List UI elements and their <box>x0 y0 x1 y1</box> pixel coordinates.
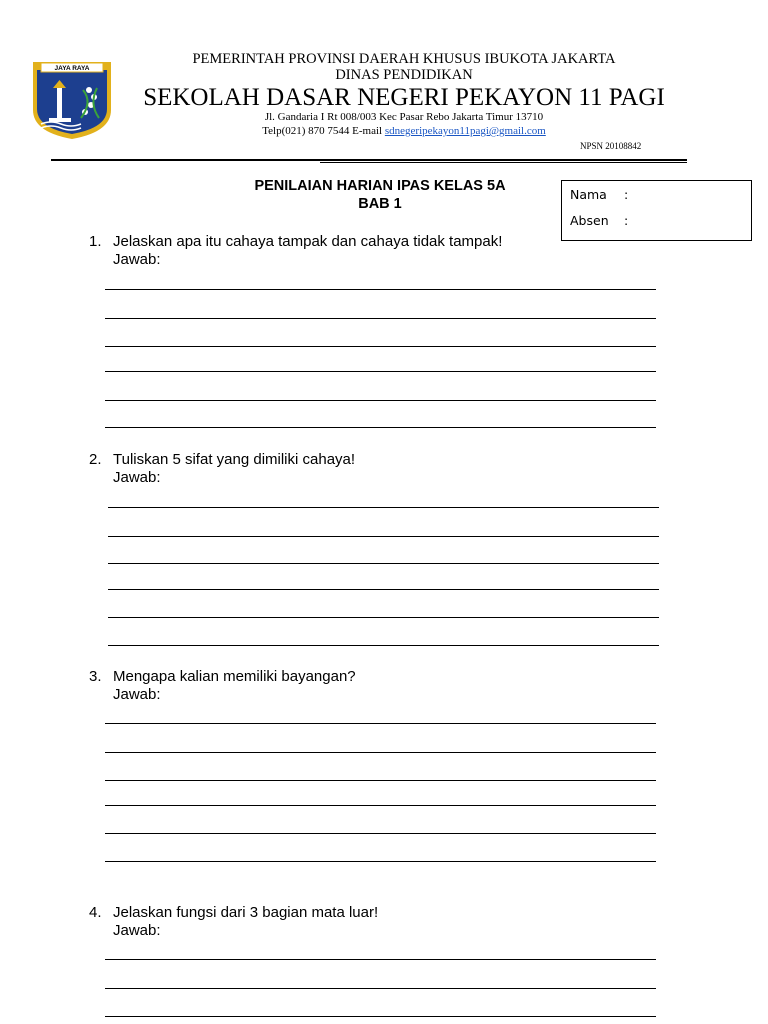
contact-line <box>20 125 768 137</box>
answer-line[interactable] <box>105 959 656 960</box>
question-number: 1. <box>89 233 102 250</box>
answer-line[interactable] <box>108 563 659 564</box>
question-number: 4. <box>89 904 102 921</box>
answer-line[interactable] <box>105 371 656 372</box>
question-number: 2. <box>89 451 102 468</box>
page-subtitle: BAB 1 <box>358 196 402 212</box>
header-divider <box>51 159 687 161</box>
question-text: Jelaskan apa itu cahaya tampak dan cahaya tidak tampak! <box>113 233 503 250</box>
phone-text: Telp(021) 870 7544 E-mail <box>262 125 385 137</box>
svg-text:JAYA RAYA: JAYA RAYA <box>54 65 90 72</box>
name-label: Nama <box>570 187 607 202</box>
answer-line[interactable] <box>105 723 656 724</box>
name-field[interactable] <box>570 187 629 202</box>
answer-line[interactable] <box>105 1016 656 1017</box>
answer-label: Jawab: <box>113 922 161 939</box>
question-text: Mengapa kalian memiliki bayangan? <box>113 668 356 685</box>
answer-line[interactable] <box>108 536 659 537</box>
answer-line[interactable] <box>108 645 659 646</box>
answer-label: Jawab: <box>113 469 161 486</box>
answer-line[interactable] <box>105 805 656 806</box>
answer-label: Jawab: <box>113 686 161 703</box>
absen-field[interactable] <box>570 213 629 228</box>
answer-line[interactable] <box>105 318 656 319</box>
answer-line[interactable] <box>105 427 656 428</box>
answer-line[interactable] <box>105 400 656 401</box>
answer-line[interactable] <box>105 780 656 781</box>
answer-line[interactable] <box>105 289 656 290</box>
answer-line[interactable] <box>108 507 659 508</box>
absen-label: Absen <box>570 213 609 228</box>
answer-line[interactable] <box>105 752 656 753</box>
answer-line[interactable] <box>105 988 656 989</box>
email-link[interactable]: sdnegeripekayon11pagi@gmail.com <box>384 125 546 137</box>
school-name: SEKOLAH DASAR NEGERI PEKAYON 11 PAGI <box>143 84 665 111</box>
header-divider-thin <box>320 162 687 163</box>
student-info-box <box>561 180 752 241</box>
department-heading: DINAS PENDIDIKAN <box>335 67 473 83</box>
answer-line[interactable] <box>108 589 659 590</box>
answer-label: Jawab: <box>113 251 161 268</box>
page-title: PENILAIAN HARIAN IPAS KELAS 5A <box>254 178 506 194</box>
question-text: Jelaskan fungsi dari 3 bagian mata luar! <box>113 904 379 921</box>
question-text: Tuliskan 5 sifat yang dimiliki cahaya! <box>113 451 356 468</box>
question-number: 3. <box>89 668 102 685</box>
answer-line[interactable] <box>108 617 659 618</box>
answer-line[interactable] <box>105 833 656 834</box>
absen-colon: : <box>624 213 629 228</box>
answer-line[interactable] <box>105 346 656 347</box>
name-colon: : <box>624 187 629 202</box>
answer-line[interactable] <box>105 861 656 862</box>
npsn-number: NPSN 20108842 <box>580 141 642 151</box>
school-address: Jl. Gandaria I Rt 008/003 Kec Pasar Rebo Jakarta Timur 13710 <box>264 111 544 123</box>
government-heading: PEMERINTAH PROVINSI DAERAH KHUSUS IBUKOTA JAKARTA <box>192 51 616 67</box>
